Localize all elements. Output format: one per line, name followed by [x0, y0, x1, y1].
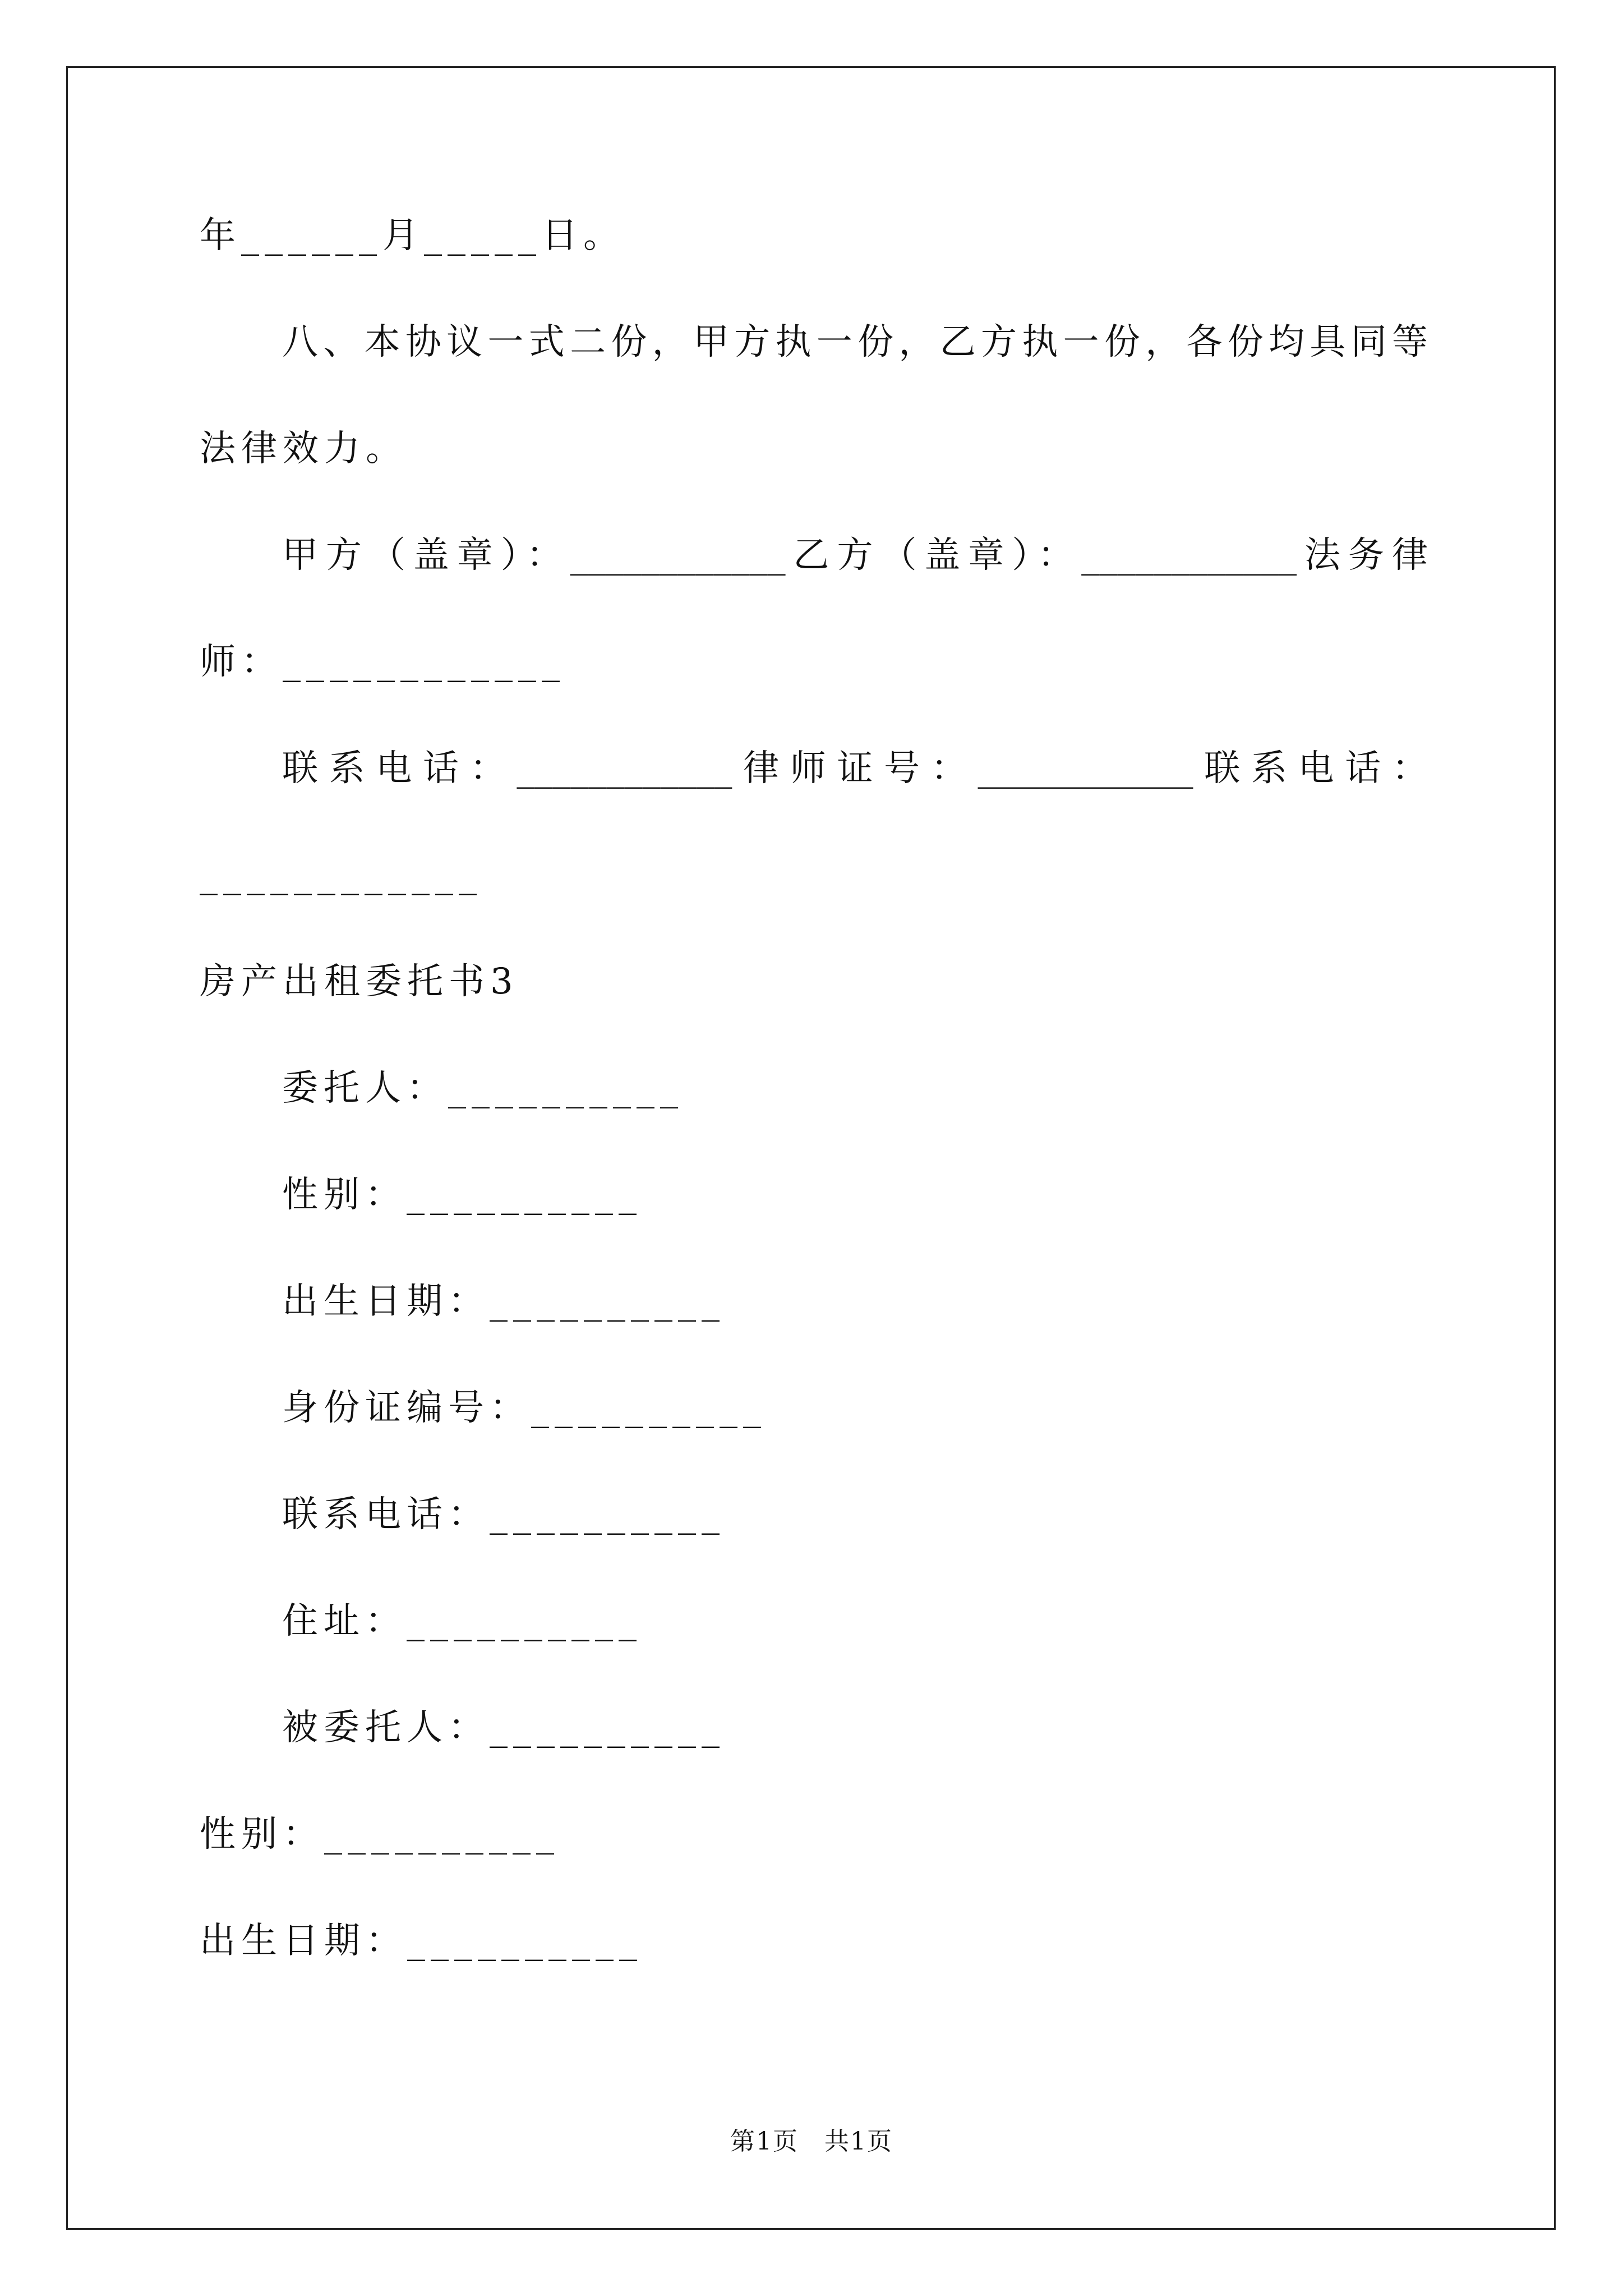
page-border: [66, 66, 1556, 2230]
field-agent: 被委托人：__________: [282, 1707, 725, 1749]
field-address: 住址：__________: [282, 1600, 642, 1642]
clause-8-line-1: 八、本协议一式二份，甲方执一份，乙方执一份，各份均具同等: [282, 321, 1428, 363]
date-line: 年______月_____日。: [200, 215, 625, 256]
field-principal: 委托人：__________: [282, 1068, 684, 1109]
signature-line-1: 甲方（盖章）：____________乙方（盖章）：____________法务律: [282, 535, 1428, 576]
contact-line-2: ____________: [200, 854, 482, 896]
field-phone: 联系电话：__________: [282, 1494, 725, 1535]
field-agent-birth-date: 出生日期：__________: [200, 1920, 643, 1962]
section-title: 房产出租委托书3: [200, 961, 519, 1002]
page-footer: 第1页 共1页: [730, 2127, 893, 2156]
field-birth-date: 出生日期：__________: [282, 1281, 725, 1322]
field-id-number: 身份证编号：__________: [282, 1387, 767, 1429]
field-gender: 性别：__________: [282, 1174, 642, 1216]
signature-line-2: 师：____________: [200, 641, 565, 683]
clause-8-line-2: 法律效力。: [200, 428, 407, 470]
contact-line-1: 联系电话：____________律师证号：____________联系电话：: [282, 748, 1428, 789]
field-agent-gender: 性别：__________: [200, 1814, 560, 1855]
